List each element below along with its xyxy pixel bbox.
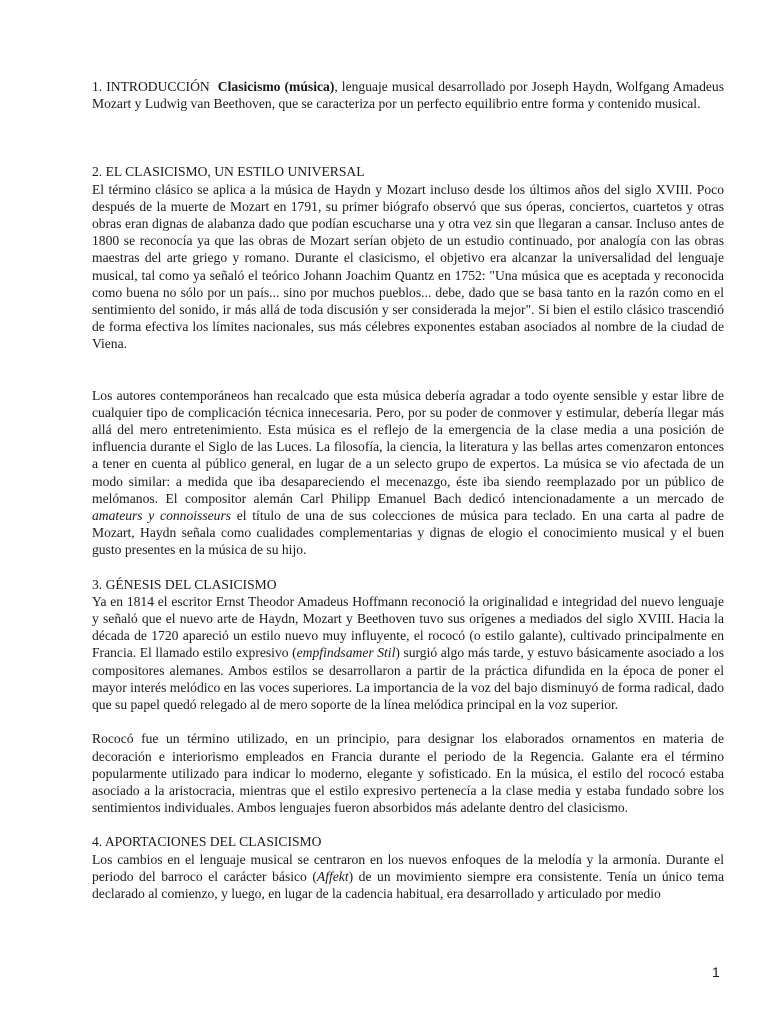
section3-paragraph-2: Rococó fue un término utilizado, en un principio, para designar los elaborados ornamentos en materia de decoración e interiorismo empleados en Francia durante el periodo de la Regencia. Galante era el término popularmente utilizado para indicar lo moderno, elegante y sofisticado. En la música, el estilo del rococó estaba asociado a la aristocracia, mientras que el estilo expresivo pertenecía a la clase media y estaba fundado sobre los sentimientos individuales. Ambos lenguajes fueron absorbidos más adelante dentro del clasicismo. [92,731,724,816]
section3-p1-italic: empfindsamer Stil [296,645,396,661]
section3-p1-text-b: ) surgió algo más tarde, y estuvo básicamente asociado a los compositores alemanes. Ambos estilos se desarrollaron a partir de la práctica difundida en la época de poner el mayor interés melódico en las voces superiores. La importancia de la voz del bajo disminuyó de forma radical, dado que su papel quedó relegado al de mero soporte de la línea melódica principal en la voz superior. [92,645,724,713]
section2-p2-text-b: el título de una de sus colecciones de música para teclado. En una carta al padre de Mozart, Haydn señala como cualidades complementarias y dignas de elogio el conocimiento musical y el buen gusto presentes en la música de su hijo. [92,508,725,558]
section3-p1-text-a: Ya en 1814 el escritor Ernst Theodor Amadeus Hoffmann reconoció la originalidad e integridad del nuevo lenguaje y señaló que el nuevo arte de Haydn, Mozart y Beethoven tuvo sus orígenes a mediados del siglo XVIII. Hacia la década de 1720 apareció un estilo nuevo muy influyente, el rococó (o estilo galante), cultivado principalmente en Francia. El llamado estilo expresivo ( [92,593,724,661]
intro-text: , lenguaje musical desarrollado por Joseph Haydn, Wolfgang Amadeus Mozart y Ludwig van Beethoven, que se caracteriza por un perfecto equilibrio entre forma y contenido musical. [92,79,724,112]
section2-p2-italic: amateurs y connoisseurs [92,508,232,524]
section2-heading: 2. EL CLASICISMO, UN ESTILO UNIVERSAL [92,164,365,180]
section4-p1-italic: Affekt [316,868,349,884]
page-number: 1 [712,964,720,980]
section3-heading: 3. GÉNESIS DEL CLASICISMO [92,576,277,592]
spacer [92,353,724,387]
section2-paragraph-2 [92,387,724,559]
section4-p1-text-b: ) de un movimiento siempre era consistente. Tenía un único tema declarado al comienzo, y luego, en lugar de la cadencia habitual, era desarrollado y articulado por medio [92,868,724,901]
spacer [92,816,724,833]
spacer [92,559,724,576]
spacer [92,112,724,163]
intro-number-title: 1. INTRODUCCIÓN [92,79,210,94]
section2-paragraph-1: El término clásico se aplica a la música de Haydn y Mozart incluso desde los últimos años del siglo XVIII. Poco después de la muerte de Mozart en 1791, su primer biógrafo observó que sus óperas, conciertos, cuartetos y otras obras eran dignas de alabanza dado que podían escucharse una y otra vez sin que llegaran a cansar. Incluso antes de 1800 se reconocía ya que las obras de Mozart serían objeto de un estudio continuado, por analogía con las obras maestras del arte griego y romano. Durante el clasicismo, el objetivo era alcanzar la universalidad del lenguaje musical, tal como ya señaló el teórico Johann Joachim Quantz en 1752: "Una música que es aceptada y reconocida como buena no sólo por un país... sino por muchos pueblos... debe, dado que se basa tanto en la razón como en el sentimiento del sonido, ir más allá de toda discusión y ser considerada la mejor". Si bien el estilo clásico trascendió de forma efectiva los límites nacionales, sus más célebres exponentes estaban asociados al nombre de la ciudad de Viena. [92,181,724,352]
document-page [92,78,724,902]
section4-heading: 4. APORTACIONES DEL CLASICISMO [92,834,322,850]
spacer [92,713,724,730]
section2-p2-text-a: Los autores contemporáneos han recalcado que esta música debería agradar a todo oyente sensible y estar libre de cualquier tipo de complicación técnica innecesaria. Pero, por su poder de conmover y estimular, debería llegar más allá del mero entretenimiento. Esta música es el reflejo de la emergencia de la clase media a una posición de influencia durante el Siglo de las Luces. La filosofía, la ciencia, la literatura y las bellas artes comenzaron entonces a tener en cuenta al público general, en lugar de a un selecto grupo de expertos. La música se vio afectada de un modo similar: a medida que iba desapareciendo el mecenazgo, éste iba siendo reemplazado por un público de melómanos. El compositor alemán Carl Philipp Emanuel Bach dedicó intencionadamente a un mercado de [92,387,724,506]
section3-paragraph-1 [92,593,724,713]
section4-paragraph-1 [92,851,724,903]
section4-p1-text-a: Los cambios en el lenguaje musical se centraron en los nuevos enfoques de la melodía y la armonía. Durante el periodo del barroco el carácter básico ( [92,851,724,884]
intro-paragraph [92,78,724,112]
intro-bold-term: Clasicismo (música) [217,79,335,94]
